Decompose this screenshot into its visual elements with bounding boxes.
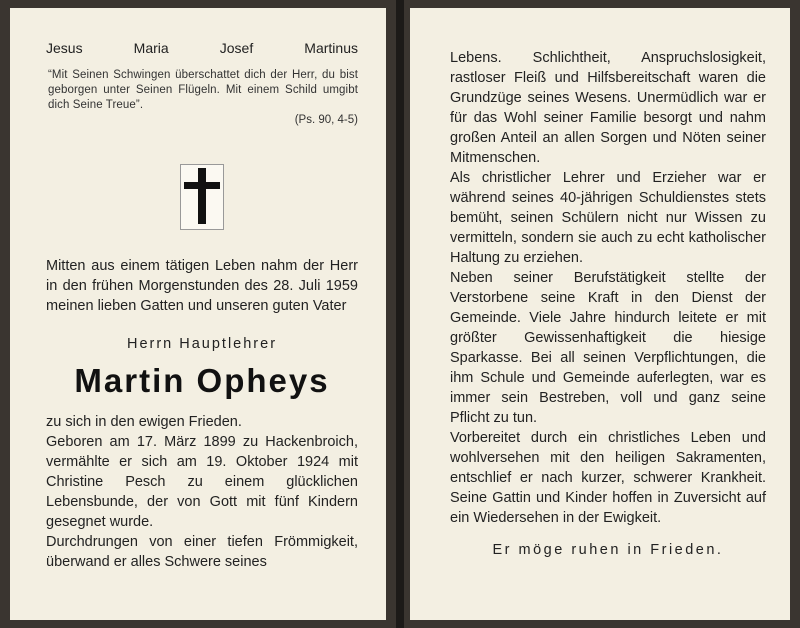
intro-paragraph: Mitten aus einem tätigen Leben nahm der Herr in den frühen Morgenstunden des 28. Juli 1959 meinen lieben Gatten und unseren guten Vater bbox=[46, 258, 358, 314]
right-paragraph-2: Als christlicher Lehrer und Erzieher war er während seines 40-jährigen Schuldienstes stets bemüht, seinen Schülern nicht nur Wissen zu vermitteln, sondern sie auch zu echt katholischer Haltung zu erziehen. bbox=[450, 170, 766, 266]
holy-names-row bbox=[46, 40, 358, 56]
name-josef: Josef bbox=[219, 40, 254, 56]
left-paragraph-2: Geboren am 17. März 1899 zu Hackenbroich, vermählte er sich am 19. Oktober 1924 mit Christine Pesch zu einem glücklichen Lebensbunde, der von Gott mit fünf Kindern gesegnet wurde. bbox=[46, 434, 358, 530]
title-label: Herrn Hauptlehrer bbox=[126, 336, 278, 352]
cross-icon bbox=[180, 164, 224, 230]
closing-line: Er möge ruhen in Frieden. bbox=[492, 542, 724, 558]
name-maria: Maria bbox=[133, 40, 169, 56]
right-paragraph-4: Vorbereitet durch ein christliches Leben und wohlversehen mit den heiligen Sakramenten, entschlief er nach kurzer, schwerer Krankheit. Seine Gattin und Kinder hoffen in Zuversicht auf ein Wiedersehen in der Ewigkeit. bbox=[450, 430, 766, 526]
page-divider bbox=[396, 0, 404, 628]
deceased-name: Martin Opheys bbox=[74, 362, 330, 399]
name-jesus: Jesus bbox=[46, 40, 83, 56]
psalm-verse: “Mit Seinen Schwingen überschattet dich der Herr, du bist geborgen unter Seinen Flügeln. Mit einem Schild umgibt dich Seine Treue”. bbox=[48, 69, 358, 111]
name-martinus: Martinus bbox=[304, 40, 358, 56]
left-paragraph-3: Durchdrungen von einer tiefen Frömmigkeit, überwand er alles Schwere seines bbox=[46, 534, 358, 570]
left-page bbox=[10, 8, 386, 620]
right-paragraph-1: Lebens. Schlichtheit, Anspruchslosigkeit, rastloser Fleiß und Hilfsbereitschaft waren die Grundzüge seines Wesens. Unermüdlich war er für das Wohl seiner Familie besorgt und nahm großen Anteil an allen Sorgen und Nöten seiner Mitmenschen. bbox=[450, 50, 766, 166]
psalm-reference: (Ps. 90, 4-5) bbox=[294, 114, 358, 126]
left-paragraph-1: zu sich in den ewigen Frieden. bbox=[46, 414, 242, 430]
right-paragraph-3: Neben seiner Berufstätigkeit stellte der Verstorbene seine Kraft in den Dienst der Gemeinde. Viele Jahre hindurch leitete er mit größter Gewissenhaftigkeit die hiesige Sparkasse. Bei all seinen Verpflichtungen, die ihm Schule und Gemeinde auferlegten, war es immer sein Bestreben, voll und ganz seine Pflicht zu tun. bbox=[450, 270, 766, 426]
right-page bbox=[410, 8, 790, 620]
